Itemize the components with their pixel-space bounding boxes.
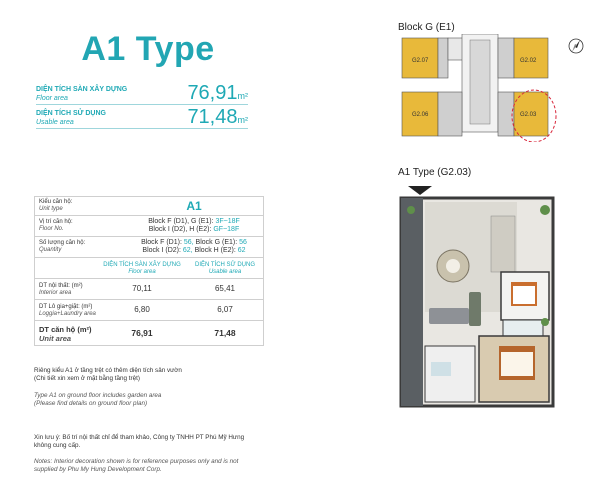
plant-icon <box>541 318 549 326</box>
floor-area-label-en: Floor area <box>36 95 68 102</box>
sofa <box>429 308 469 324</box>
col-usable-area-header-vn: DIỆN TÍCH SỬ DỤNG <box>194 262 256 268</box>
core-shape <box>438 92 462 136</box>
unit-area-label <box>39 325 92 343</box>
usable-area-value <box>187 106 248 129</box>
usable-area-row <box>36 106 248 136</box>
col-floor-area-header-en: Floor area <box>128 269 156 275</box>
col-usable-area-header <box>185 262 265 276</box>
plant-icon <box>407 206 415 214</box>
floor-area-unit: m² <box>237 91 248 101</box>
disclaimer-en-line1: Notes: Interior decoration shown is for reference purposes only and is not <box>34 458 239 465</box>
armchair <box>469 292 481 326</box>
note-en-line2: (Please find details on ground floor plan) <box>34 400 148 407</box>
quantity-block-h: Block H (E2): <box>194 247 236 254</box>
page-title: A1 Type <box>81 30 215 68</box>
interior-floor-area: 70,11 <box>132 284 152 293</box>
floor-no-label-en: Floor No. <box>39 226 64 232</box>
unit-type-label <box>39 199 72 213</box>
quantity-value <box>119 239 269 255</box>
unit-type-label-en: Unit type <box>39 206 63 212</box>
core-shape <box>498 38 514 78</box>
floor-area-value <box>187 82 248 105</box>
floor-no-line1-blocks: Block F (D1), G (E1): <box>148 218 214 225</box>
table-row-unit-area <box>35 321 263 345</box>
unit-usable-area: 71,48 <box>214 328 236 338</box>
loggia-usable-area: 6,07 <box>217 305 233 314</box>
unit-area-label-en: Unit area <box>39 334 72 343</box>
note-vn-line1: Riêng kiểu A1 ở tầng trệt có thêm diện tích sân vườn <box>34 367 182 374</box>
quantity-block-g-count: 56 <box>239 239 247 246</box>
col-floor-area-header-vn: DIỆN TÍCH SÀN XÂY DỰNG <box>103 262 181 268</box>
floor-plan <box>395 196 561 410</box>
table-row-quantity <box>35 237 263 258</box>
center-core-shape <box>470 40 490 124</box>
disclaimer-vn-line1: Xin lưu ý: Bố trí nội thất chỉ để tham khảo, Công ty TNHH PT Phú Mỹ Hưng <box>34 434 245 441</box>
block-label: G2.02 <box>520 58 537 64</box>
floor-no-line2-blocks: Block I (D2), H (E2): <box>148 226 212 233</box>
interior-usable-area: 65,41 <box>214 284 236 293</box>
disclaimer-vn <box>34 434 274 450</box>
quantity-block-i-count: 62, <box>182 247 193 254</box>
dining-table-center <box>446 259 460 273</box>
quantity-block-f: Block F (D1): <box>141 239 182 246</box>
block-label: G2.06 <box>412 112 429 118</box>
floor-no-label <box>39 219 73 233</box>
usable-area-unit: m² <box>237 115 248 125</box>
quantity-label-en: Quantity <box>39 247 62 253</box>
usable-area-label-en: Usable area <box>36 119 74 126</box>
unit-type-value: A1 <box>186 199 202 213</box>
block-label: G2.07 <box>412 58 429 64</box>
left-wall-column <box>401 198 423 406</box>
table-row-loggia <box>35 300 263 321</box>
kitchen-counter <box>491 216 515 272</box>
plant-icon <box>540 205 550 215</box>
quantity-block-i: Block I (D2): <box>142 247 181 254</box>
interior-label-en: Interior area <box>39 290 72 296</box>
table-row-interior <box>35 279 263 300</box>
ground-floor-note-en <box>34 392 274 408</box>
master-bed-sheet <box>501 352 533 376</box>
col-usable-area-header-en: Usable area <box>208 269 242 275</box>
usable-area-label-vn: DIỆN TÍCH SỬ DỤNG <box>36 110 106 117</box>
loggia-floor-area: 6,80 <box>134 305 150 314</box>
floor-no-line2-floors: GF~18F <box>213 226 240 233</box>
unit-type-label-vn: Kiểu căn hộ: <box>39 199 73 205</box>
disclaimer-en <box>34 458 274 474</box>
loggia-label-en: Loggia+Laundry area <box>39 311 96 317</box>
disclaimer-en-line2: supplied by Phu My Hung Development Corp. <box>34 466 162 473</box>
unit-area-label-vn: DT căn hộ (m²) <box>39 325 92 334</box>
quantity-block-h-count: 62 <box>237 247 246 254</box>
floor-area-number: 76,91 <box>187 82 238 104</box>
table-row-floor-no <box>35 216 263 237</box>
table-row-headers <box>35 258 263 279</box>
unit-floor-area: 76,91 <box>131 328 153 338</box>
core-shape <box>438 38 448 78</box>
quantity-label <box>39 240 85 254</box>
block-title: Block G (E1) <box>398 22 455 33</box>
table-row-unit-type <box>35 197 263 216</box>
interior-label-vn: DT nội thất: (m²) <box>39 283 83 289</box>
loggia-label-vn: DT Lô gia+giặt: (m²) <box>39 304 93 310</box>
ground-floor-note-vn <box>34 367 274 383</box>
note-en-line1: Type A1 on ground floor includes garden area <box>34 392 162 399</box>
disclaimer-vn-line2: không cung cấp. <box>34 442 81 449</box>
quantity-label-vn: Số lượng căn hộ: <box>39 240 86 246</box>
bathroom <box>503 320 543 336</box>
divider <box>36 128 248 129</box>
floor-no-value <box>125 218 263 234</box>
usable-area-number: 71,48 <box>187 106 238 128</box>
plan-title: A1 Type (G2.03) <box>398 167 472 178</box>
unit-spec-table <box>34 196 264 346</box>
floor-no-line1-floors: 3F~18F <box>215 218 240 225</box>
entrance-arrow-icon <box>408 186 432 196</box>
floor-no-label-vn: Vị trí căn hộ: <box>39 219 73 225</box>
quantity-block-f-count: 56, <box>183 239 194 246</box>
note-vn-line2: (Chi tiết xin xem ở mặt bằng tầng trệt) <box>34 375 140 382</box>
block-label: G2.03 <box>520 112 537 118</box>
block-map <box>396 34 558 142</box>
divider <box>36 104 248 105</box>
bed-2-sheet <box>513 286 535 304</box>
quantity-block-g: Block G (E1): <box>195 239 238 246</box>
floor-area-label-vn: DIỆN TÍCH SÀN XÂY DỰNG <box>36 86 128 93</box>
loggia-label <box>39 304 96 318</box>
bathtub <box>431 362 451 376</box>
col-floor-area-header <box>97 262 187 276</box>
compass-icon <box>566 36 586 56</box>
interior-label <box>39 283 83 297</box>
